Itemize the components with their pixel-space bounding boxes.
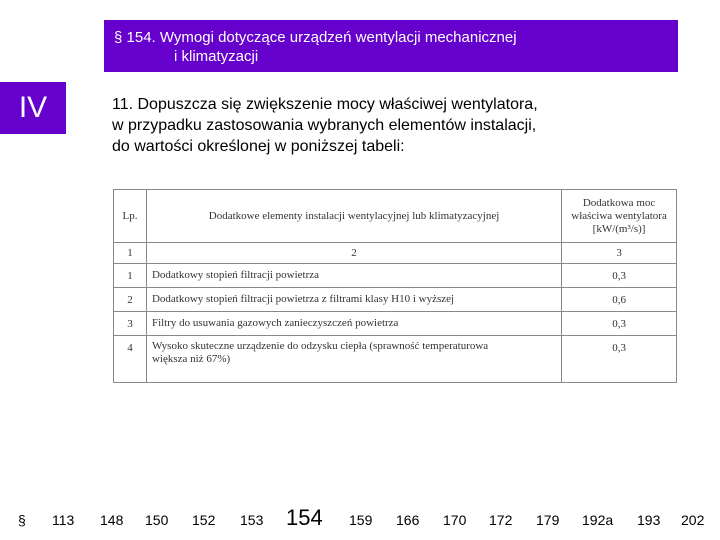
row-lp: 1 bbox=[114, 264, 147, 288]
row-description: Filtry do usuwania gazowych zanieczyszczeń powietrza bbox=[146, 312, 561, 336]
nav-link-172[interactable]: 172 bbox=[489, 512, 513, 528]
section-title-banner bbox=[104, 20, 678, 72]
row-value: 0,6 bbox=[562, 288, 677, 312]
paragraph-line3: do wartości określonej w poniższej tabeli: bbox=[112, 138, 405, 155]
nav-link-152[interactable]: 152 bbox=[192, 512, 216, 528]
table-row bbox=[114, 288, 677, 312]
section-title-line1: § 154. Wymogi dotyczące urządzeń wentylacji mechanicznej bbox=[114, 29, 517, 46]
fan-power-table bbox=[113, 189, 677, 383]
nav-link-202[interactable]: 202 bbox=[681, 512, 705, 528]
table-row bbox=[114, 264, 677, 288]
row-lp: 2 bbox=[114, 288, 147, 312]
section-navigation bbox=[0, 502, 720, 536]
regulation-paragraph bbox=[112, 94, 672, 157]
header-lp: Lp. bbox=[114, 190, 147, 243]
paragraph-line1: 11. Dopuszcza się zwiększenie mocy właściwej wentylatora, bbox=[112, 96, 538, 113]
header-value: Dodatkowa moc właściwa wentylatora [kW/(m³/s)] bbox=[562, 190, 677, 243]
row-lp: 4 bbox=[114, 336, 147, 383]
nav-link-154-current[interactable]: 154 bbox=[286, 505, 323, 530]
row-description: Dodatkowy stopień filtracji powietrza bbox=[146, 264, 561, 288]
paragraph-line2: w przypadku zastosowania wybranych elementów instalacji, bbox=[112, 117, 537, 134]
nav-link-148[interactable]: 148 bbox=[100, 512, 124, 528]
nav-link-159[interactable]: 159 bbox=[349, 512, 373, 528]
nav-link-section-symbol[interactable]: § bbox=[18, 512, 26, 528]
row-value: 0,3 bbox=[562, 264, 677, 288]
nav-link-192a[interactable]: 192a bbox=[582, 512, 614, 528]
header-description: Dodatkowe elementy instalacji wentylacyjnej lub klimatyzacyjnej bbox=[146, 190, 561, 243]
table-column-numbers-row bbox=[114, 243, 677, 264]
nav-link-179[interactable]: 179 bbox=[536, 512, 560, 528]
section-title-line2: i klimatyzacji bbox=[174, 48, 259, 65]
row-value: 0,3 bbox=[562, 312, 677, 336]
nav-link-193[interactable]: 193 bbox=[637, 512, 661, 528]
nav-link-150[interactable]: 150 bbox=[145, 512, 169, 528]
table-header-row bbox=[114, 190, 677, 243]
nav-link-170[interactable]: 170 bbox=[443, 512, 467, 528]
table-row bbox=[114, 336, 677, 383]
nav-link-153[interactable]: 153 bbox=[240, 512, 264, 528]
row-description: Dodatkowy stopień filtracji powietrza z filtrami klasy H10 i wyższej bbox=[146, 288, 561, 312]
row-lp: 3 bbox=[114, 312, 147, 336]
column-number: 1 bbox=[114, 243, 147, 264]
nav-link-113[interactable]: 113 bbox=[52, 512, 75, 528]
nav-link-166[interactable]: 166 bbox=[396, 512, 420, 528]
column-number: 2 bbox=[146, 243, 561, 264]
row-value: 0,3 bbox=[562, 336, 677, 383]
chapter-badge: IV bbox=[0, 82, 66, 134]
row-description: Wysoko skuteczne urządzenie do odzysku ciepła (sprawność temperaturowa większa niż 67%) bbox=[146, 336, 561, 383]
table-row bbox=[114, 312, 677, 336]
column-number: 3 bbox=[562, 243, 677, 264]
